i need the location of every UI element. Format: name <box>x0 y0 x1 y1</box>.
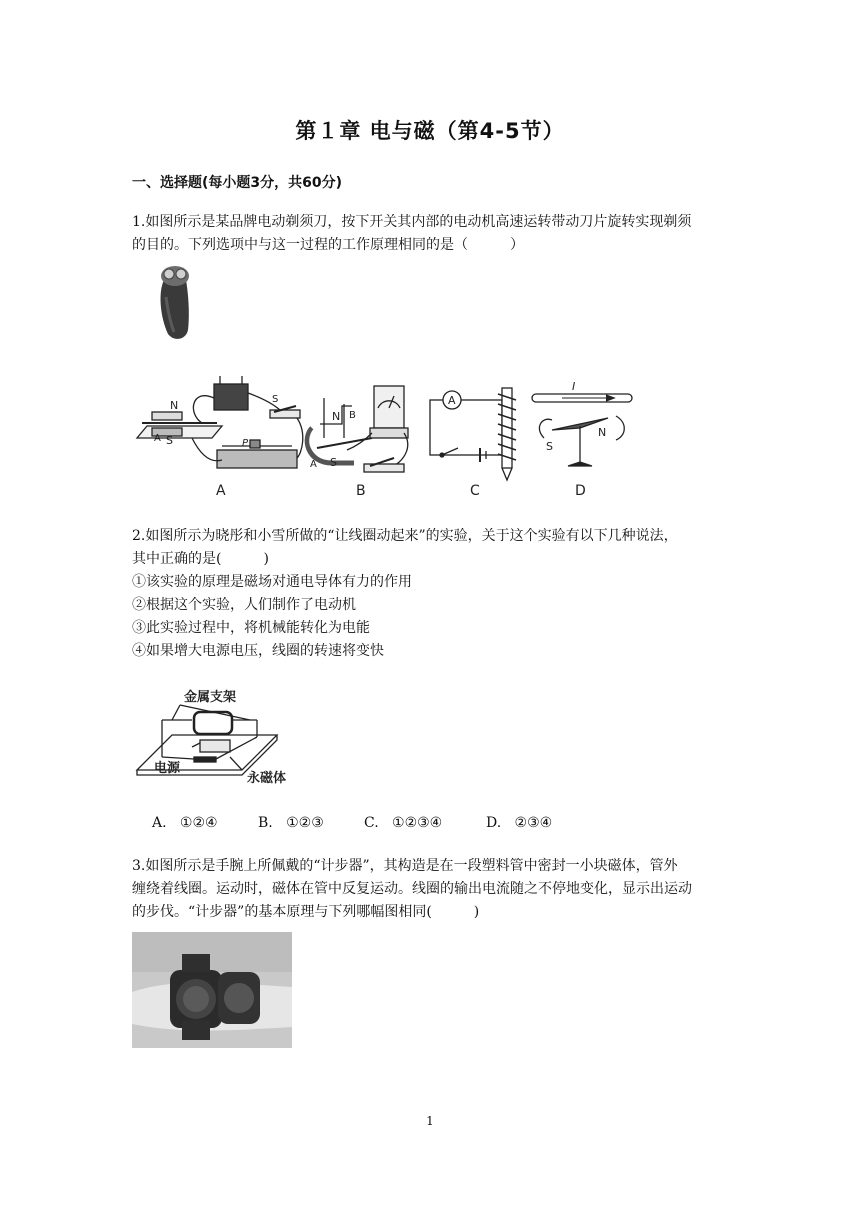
statement-2: ②根据这个实验，人们制作了电动机 <box>132 597 356 613</box>
option-c[interactable] <box>364 815 442 831</box>
fig-d-current-label: I <box>572 380 576 393</box>
fig-a-switch-label: S <box>272 394 279 405</box>
option-d-letter: D. <box>486 815 502 831</box>
statement-1: ①该实验的原理是磁场对通电导体有力的作用 <box>132 574 412 590</box>
fig-2-magnet-label: 永磁体 <box>247 771 287 786</box>
figure-d <box>532 380 632 498</box>
fig-b-caption: B <box>356 483 366 498</box>
fig-a-p-label: P <box>242 438 249 449</box>
fig-d-n-label: N <box>598 426 607 439</box>
fig-d-s-label: S <box>546 440 553 453</box>
fig-b-b-label: B <box>349 410 356 421</box>
figure-b <box>307 386 408 498</box>
option-a[interactable] <box>152 815 218 831</box>
option-b-letter: B. <box>258 815 273 831</box>
question-1 <box>132 211 732 257</box>
question-2-line-1: 2.如图所示为晓彤和小雪所做的“让线圈动起来”的实验，关于这个实验有以下几种说法， <box>132 528 678 544</box>
fig-b-a-label: A <box>310 459 317 470</box>
page-number: 1 <box>426 1114 434 1128</box>
fig-b-n-label: N <box>332 410 341 423</box>
figure-c <box>430 388 516 498</box>
option-c-letter: C. <box>364 815 379 831</box>
option-a-text: ①②④ <box>179 815 218 831</box>
fig-2-source-label: 电源 <box>154 761 181 776</box>
fig-c-ammeter-label: A <box>448 394 456 407</box>
option-b-text: ①②③ <box>286 815 324 831</box>
question-2 <box>132 525 732 663</box>
statement-3: ③此实验过程中，将机械能转化为电能 <box>132 620 370 636</box>
question-3-line-3: 的步伐。“计步器”的基本原理与下列哪幅图相同( ) <box>132 904 480 920</box>
option-d-text: ②③④ <box>514 815 553 831</box>
question-3-line-2: 缠绕着线圈。运动时，磁体在管中反复运动。线圈的输出电流随之不停地变化，显示出运动 <box>132 881 692 897</box>
fig-d-caption: D <box>575 483 586 498</box>
option-a-letter: A. <box>152 815 167 831</box>
page-title: 第１章 电与磁（第4-5节） <box>295 119 565 143</box>
question-1-line-2: 的目的。下列选项中与这一过程的工作原理相同的是（ ） <box>132 237 524 253</box>
question-1-line-1: 1.如图所示是某品牌电动剃须刀，按下开关其内部的电动机高速运转带动刀片旋转实现剃须 <box>132 214 692 230</box>
option-d[interactable] <box>486 815 552 831</box>
shaver-image <box>150 262 200 342</box>
figure-a <box>137 376 303 498</box>
section-heading: 一、选择题(每小题3分，共60分) <box>132 175 343 191</box>
option-b[interactable] <box>258 815 324 831</box>
question-2-line-2: 其中正确的是( ) <box>132 551 269 567</box>
fig-a-s-label: S <box>166 434 173 447</box>
fig-a-a-label: A <box>154 433 161 444</box>
fig-b-s-label: S <box>330 456 337 469</box>
statement-4: ④如果增大电源电压，线圈的转速将变快 <box>132 643 384 659</box>
fig-c-caption: C <box>470 483 480 498</box>
option-c-text: ①②③④ <box>392 815 443 831</box>
question-3 <box>132 855 732 924</box>
fig-a-caption: A <box>216 483 226 498</box>
pedometer-image <box>132 932 292 1048</box>
question-1-options-figure <box>132 368 642 498</box>
fig-a-n-label: N <box>170 399 179 412</box>
question-2-figure <box>132 685 302 790</box>
fig-2-bracket-label: 金属支架 <box>184 690 237 705</box>
question-3-line-1: 3.如图所示是手腕上所佩戴的“计步器”，其构造是在一段塑料管中密封一小块磁体，管外 <box>132 858 678 874</box>
